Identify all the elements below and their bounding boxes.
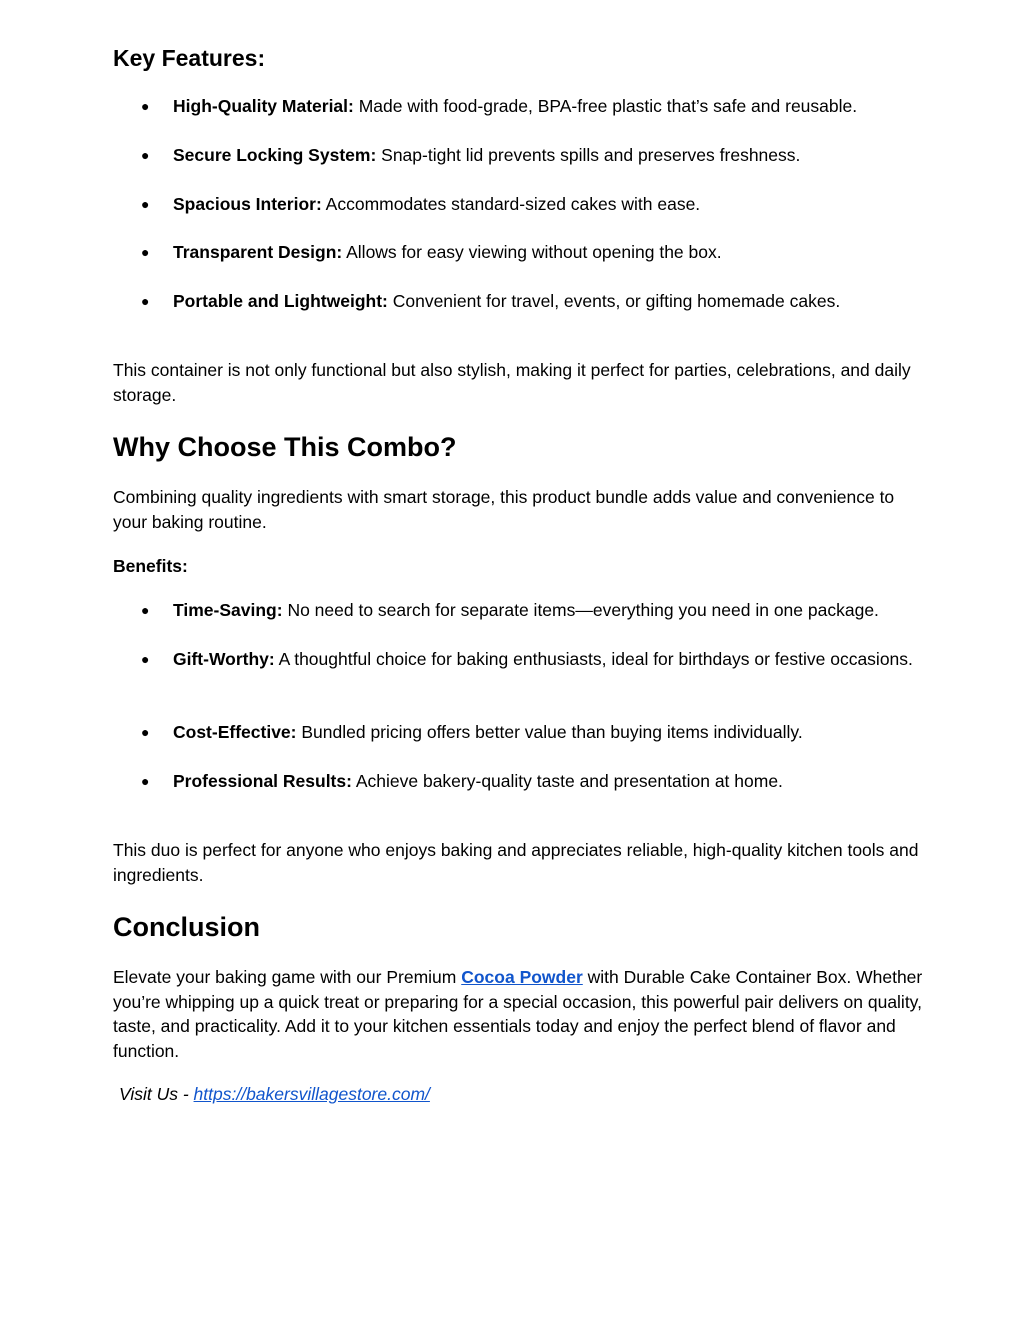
bullet-icon: ● bbox=[141, 147, 150, 163]
bullet-icon: ● bbox=[141, 196, 150, 212]
benefit-text: Achieve bakery-quality taste and presentation at home. bbox=[351, 771, 783, 791]
feature-text: Accommodates standard-sized cakes with ease. bbox=[321, 194, 701, 214]
feature-label: High-Quality Material: bbox=[173, 96, 354, 116]
feature-label: Spacious Interior: bbox=[173, 194, 322, 214]
feature-text: Snap-tight lid prevents spills and preserves freshness. bbox=[376, 145, 801, 165]
benefit-label: Professional Results: bbox=[173, 771, 352, 791]
visit-us-label: Visit Us - bbox=[119, 1084, 194, 1104]
feature-text: Allows for easy viewing without opening the box. bbox=[342, 242, 722, 262]
conclusion-paragraph bbox=[113, 965, 928, 1063]
conclusion-text-before: Elevate your baking game with our Premium bbox=[113, 967, 462, 987]
why-choose-summary: This duo is perfect for anyone who enjoys baking and appreciates reliable, high-quality kitchen tools and ingredients. bbox=[113, 840, 919, 885]
bullet-icon: ● bbox=[141, 773, 150, 789]
store-url-link[interactable]: https://bakersvillagestore.com/ bbox=[193, 1084, 430, 1104]
bullet-icon: ● bbox=[141, 724, 150, 740]
cocoa-powder-link[interactable]: Cocoa Powder bbox=[461, 967, 583, 987]
conclusion-text-after: with Durable Cake Container Box. Whether you’re whipping up a quick treat or preparing for a special occasion, this powerful pair delivers on quality, taste, and practicality. Add it to your kitchen essentials today and enjoy the perfect blend of flavor and function. bbox=[113, 967, 923, 1061]
feature-label: Portable and Lightweight: bbox=[173, 291, 388, 311]
why-choose-intro: Combining quality ingredients with smart storage, this product bundle adds value and convenience to your baking routine. bbox=[113, 487, 895, 532]
bullet-icon: ● bbox=[141, 244, 150, 260]
bullet-icon: ● bbox=[141, 98, 150, 114]
key-features-summary: This container is not only functional but also stylish, making it perfect for parties, celebrations, and daily storage. bbox=[113, 360, 911, 405]
benefit-label: Cost-Effective: bbox=[173, 722, 297, 742]
bullet-icon: ● bbox=[141, 602, 150, 618]
feature-label: Secure Locking System: bbox=[173, 145, 377, 165]
benefit-text: Bundled pricing offers better value than buying items individually. bbox=[296, 722, 803, 742]
why-choose-heading: Why Choose This Combo? bbox=[113, 432, 457, 462]
bullet-icon: ● bbox=[141, 293, 150, 309]
benefits-heading: Benefits: bbox=[113, 556, 188, 576]
benefit-text: No need to search for separate items—everything you need in one package. bbox=[282, 600, 879, 620]
feature-text: Convenient for travel, events, or gifting homemade cakes. bbox=[387, 291, 841, 311]
conclusion-heading: Conclusion bbox=[113, 912, 260, 942]
key-features-heading: Key Features: bbox=[113, 45, 266, 71]
benefit-text: A thoughtful choice for baking enthusiasts, ideal for birthdays or festive occasions. bbox=[274, 649, 913, 669]
benefit-label: Gift-Worthy: bbox=[173, 649, 275, 669]
bullet-icon: ● bbox=[141, 651, 150, 667]
visit-us-line bbox=[119, 1082, 430, 1106]
feature-text: Made with food-grade, BPA-free plastic that’s safe and reusable. bbox=[353, 96, 858, 116]
benefit-label: Time-Saving: bbox=[173, 600, 283, 620]
feature-label: Transparent Design: bbox=[173, 242, 343, 262]
